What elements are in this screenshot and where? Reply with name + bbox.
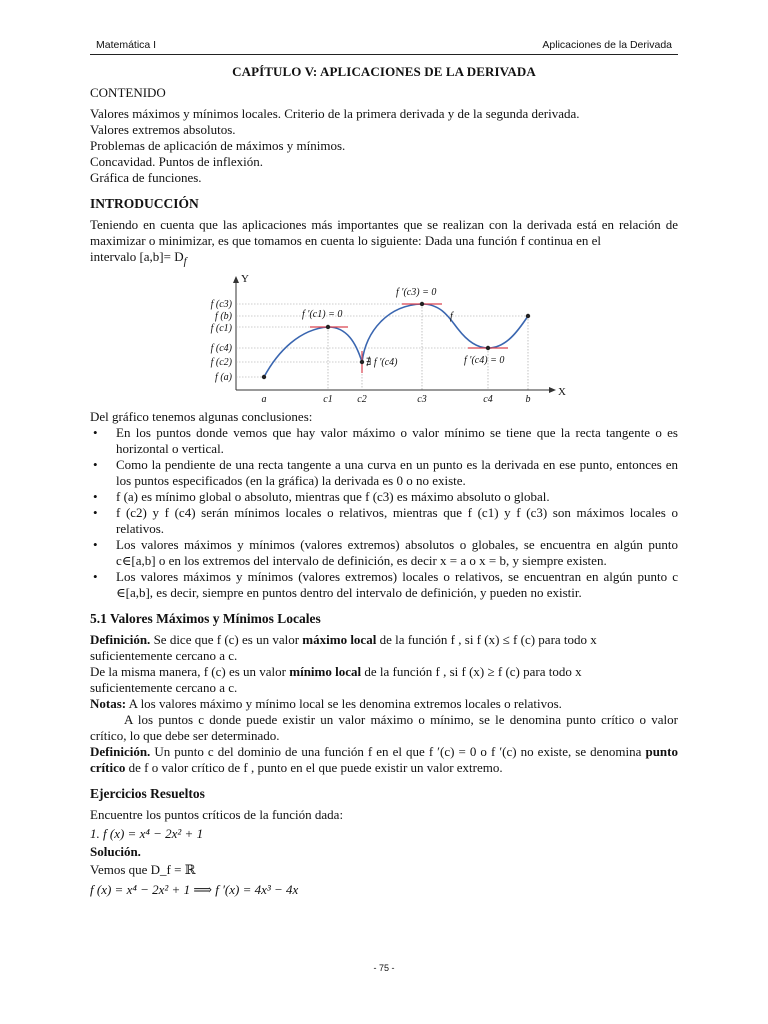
- definition-text: de la función f , si f (x) ≥ f (c) para todo x: [361, 663, 582, 679]
- solution-label-text: Solución.: [90, 843, 141, 859]
- intro-paragraph: Teniendo en cuenta que las aplicaciones más importantes que se realizan con la derivada está en relación de maximizar o minimizar, es que tomamos en cuenta lo siguiente: Dada una función f continua en el: [90, 217, 678, 248]
- y-tick-label: f (a): [215, 371, 232, 383]
- interval-text: intervalo [a,b]= D: [90, 249, 184, 264]
- point-c4: [486, 345, 490, 349]
- y-tick-label: f (b): [215, 310, 232, 322]
- y-tick-label: f (c2): [210, 356, 232, 368]
- domain-line: Vemos que D_f = ℝ: [90, 861, 196, 877]
- definition-local-max: [90, 632, 678, 648]
- contents-heading: CONTENIDO: [90, 85, 166, 100]
- point-a: [262, 374, 266, 378]
- point-c3: [420, 301, 424, 305]
- y-tick-label: f (c1): [210, 322, 232, 334]
- point-c2: [360, 359, 364, 363]
- contents-item: Concavidad. Puntos de inflexión.: [90, 154, 263, 169]
- definition-term: máximo local: [302, 631, 377, 647]
- bullet-text: En los puntos donde vemos que hay valor máximo o valor mínimo se tiene que la recta tangente o es horizontal o vertical.: [116, 424, 678, 456]
- bullet-text: f (c2) y f (c4) serán mínimos locales o relativos, mientras que f (c1) y f (c3) son máximos locales o relativos.: [116, 504, 678, 536]
- bullet-icon: •: [93, 504, 98, 520]
- chapter-title: CAPÍTULO V: APLICACIONES DE LA DERIVADA: [232, 64, 536, 79]
- annotation-c2: ∄ f ′(c4): [366, 356, 398, 368]
- definition-term: mínimo local: [289, 663, 362, 679]
- point-c1: [326, 324, 330, 328]
- definition-text: Se dice que f (c) es un valor: [150, 631, 303, 647]
- bullet-icon: •: [93, 456, 98, 472]
- definition-text: De la misma manera, f (c) es un valor: [90, 663, 290, 679]
- contents-item: Valores extremos absolutos.: [90, 122, 236, 137]
- point-b: [526, 313, 530, 317]
- annotation-c1: f ′(c1) = 0: [302, 308, 343, 320]
- notes-label: Notas:: [90, 695, 127, 711]
- exercises-heading: Ejercicios Resueltos: [90, 785, 205, 801]
- definition-critical-point: [90, 744, 678, 776]
- header-chapter: Aplicaciones de la Derivada: [542, 39, 672, 51]
- bullet-icon: •: [93, 424, 98, 440]
- notes-text: A los valores máximo y mínimo local se les denomina extremos locales o relativos.: [126, 695, 562, 711]
- page-number: - 75 -: [373, 963, 395, 973]
- bullet-text: Los valores máximos y mínimos (valores extremos) absolutos o globales, se encuentra en algún punto c∈[a,b] o en los extremos del intervalo de definición, es decir x = a o x = b, y siempre existen.: [116, 536, 678, 568]
- annotation-c3: f ′(c3) = 0: [396, 286, 437, 298]
- x-tick-label: a: [261, 393, 267, 405]
- interval-subscript: f: [183, 255, 187, 268]
- y-axis-label: Y: [241, 272, 249, 285]
- derivative-line: f (x) = x⁴ − 2x² + 1 ⟹ f ′(x) = 4x³ − 4x: [90, 881, 299, 897]
- annotation-c4: f ′(c4) = 0: [464, 354, 505, 366]
- contents-item: Gráfica de funciones.: [90, 170, 202, 185]
- bullet-text: Como la pendiente de una recta tangente a una curva en un punto es la derivada en ese punto, entonces en los puntos especificados (en la gráfica) la derivada es 0 o no existe.: [116, 456, 678, 488]
- contents-list: [90, 106, 678, 186]
- exercise-prompt: Encuentre los puntos críticos de la función dada:: [90, 806, 344, 822]
- list-item: [90, 537, 678, 569]
- exercise-item-1: 1. f (x) = x⁴ − 2x² + 1: [90, 825, 204, 841]
- list-item: [90, 505, 678, 537]
- bullet-text: Los valores máximos y mínimos (valores extremos) locales o relativos, se encuentran en algún punto c ∈[a,b], es decir, siempre en puntos dentro del intervalo de definición, y pueden no existir.: [116, 568, 678, 600]
- list-item: [90, 457, 678, 489]
- definition-label: Definición.: [90, 631, 151, 647]
- definition-text: Un punto c del dominio de una función f en el que f ′(c) = 0 o f ′(c) no existe, se denomina: [150, 743, 646, 759]
- definition-label: Definición.: [90, 743, 151, 759]
- function-graph: [90, 273, 678, 405]
- definition-local-min-cont: suficientemente cercano a c.: [90, 679, 238, 695]
- intro-heading: INTRODUCCIÓN: [90, 196, 199, 211]
- section-5-1-heading: 5.1 Valores Máximos y Mínimos Locales: [90, 610, 321, 626]
- notes-paragraph: [90, 696, 678, 712]
- list-item: [90, 425, 678, 457]
- solution-label: [90, 844, 678, 860]
- definition-local-max-cont: suficientemente cercano a c.: [90, 647, 238, 663]
- header-course: Matemática I: [96, 39, 157, 51]
- definition-local-min: [90, 664, 678, 680]
- page-body: [90, 64, 678, 898]
- critical-point-paragraph: A los puntos c donde puede existir un valor máximo o mínimo, se le denomina punto crítico o valor crítico, lo que debe ser determinado.: [90, 711, 678, 743]
- conclusions-lead: Del gráfico tenemos algunas conclusiones:: [90, 408, 313, 424]
- contents-item: Valores máximos y mínimos locales. Criterio de la primera derivada y de la segunda derivada.: [90, 106, 580, 121]
- contents-item: Problemas de aplicación de máximos y mínimos.: [90, 138, 346, 153]
- bullet-text: f (a) es mínimo global o absoluto, mientras que f (c3) es máximo absoluto o global.: [116, 488, 550, 504]
- bullet-icon: •: [93, 568, 98, 584]
- bullet-icon: •: [93, 488, 98, 504]
- x-axis-label: X: [558, 385, 566, 398]
- x-tick-label: c3: [417, 393, 427, 405]
- x-tick-label: c2: [357, 393, 367, 405]
- y-tick-label: f (c3): [210, 298, 232, 310]
- definition-text: de la función f , si f (x) ≤ f (c) para todo x: [376, 631, 597, 647]
- list-item: [90, 569, 678, 601]
- interval-line: [90, 249, 678, 270]
- definition-term: punto crítico: [90, 743, 678, 775]
- y-axis-arrow-icon: [233, 276, 239, 283]
- x-tick-label: c4: [483, 393, 493, 405]
- x-tick-label: b: [525, 393, 531, 405]
- y-tick-label: f (c4): [210, 342, 232, 354]
- x-tick-label: c1: [323, 393, 333, 405]
- curve-label: f: [450, 310, 453, 322]
- bullet-icon: •: [93, 536, 98, 552]
- x-axis-arrow-icon: [549, 387, 556, 393]
- conclusions-list: [90, 425, 678, 601]
- list-item: [90, 489, 678, 505]
- running-header: [90, 38, 678, 55]
- definition-text: de f o valor crítico de f , punto en el que puede existir un valor extremo.: [125, 759, 503, 775]
